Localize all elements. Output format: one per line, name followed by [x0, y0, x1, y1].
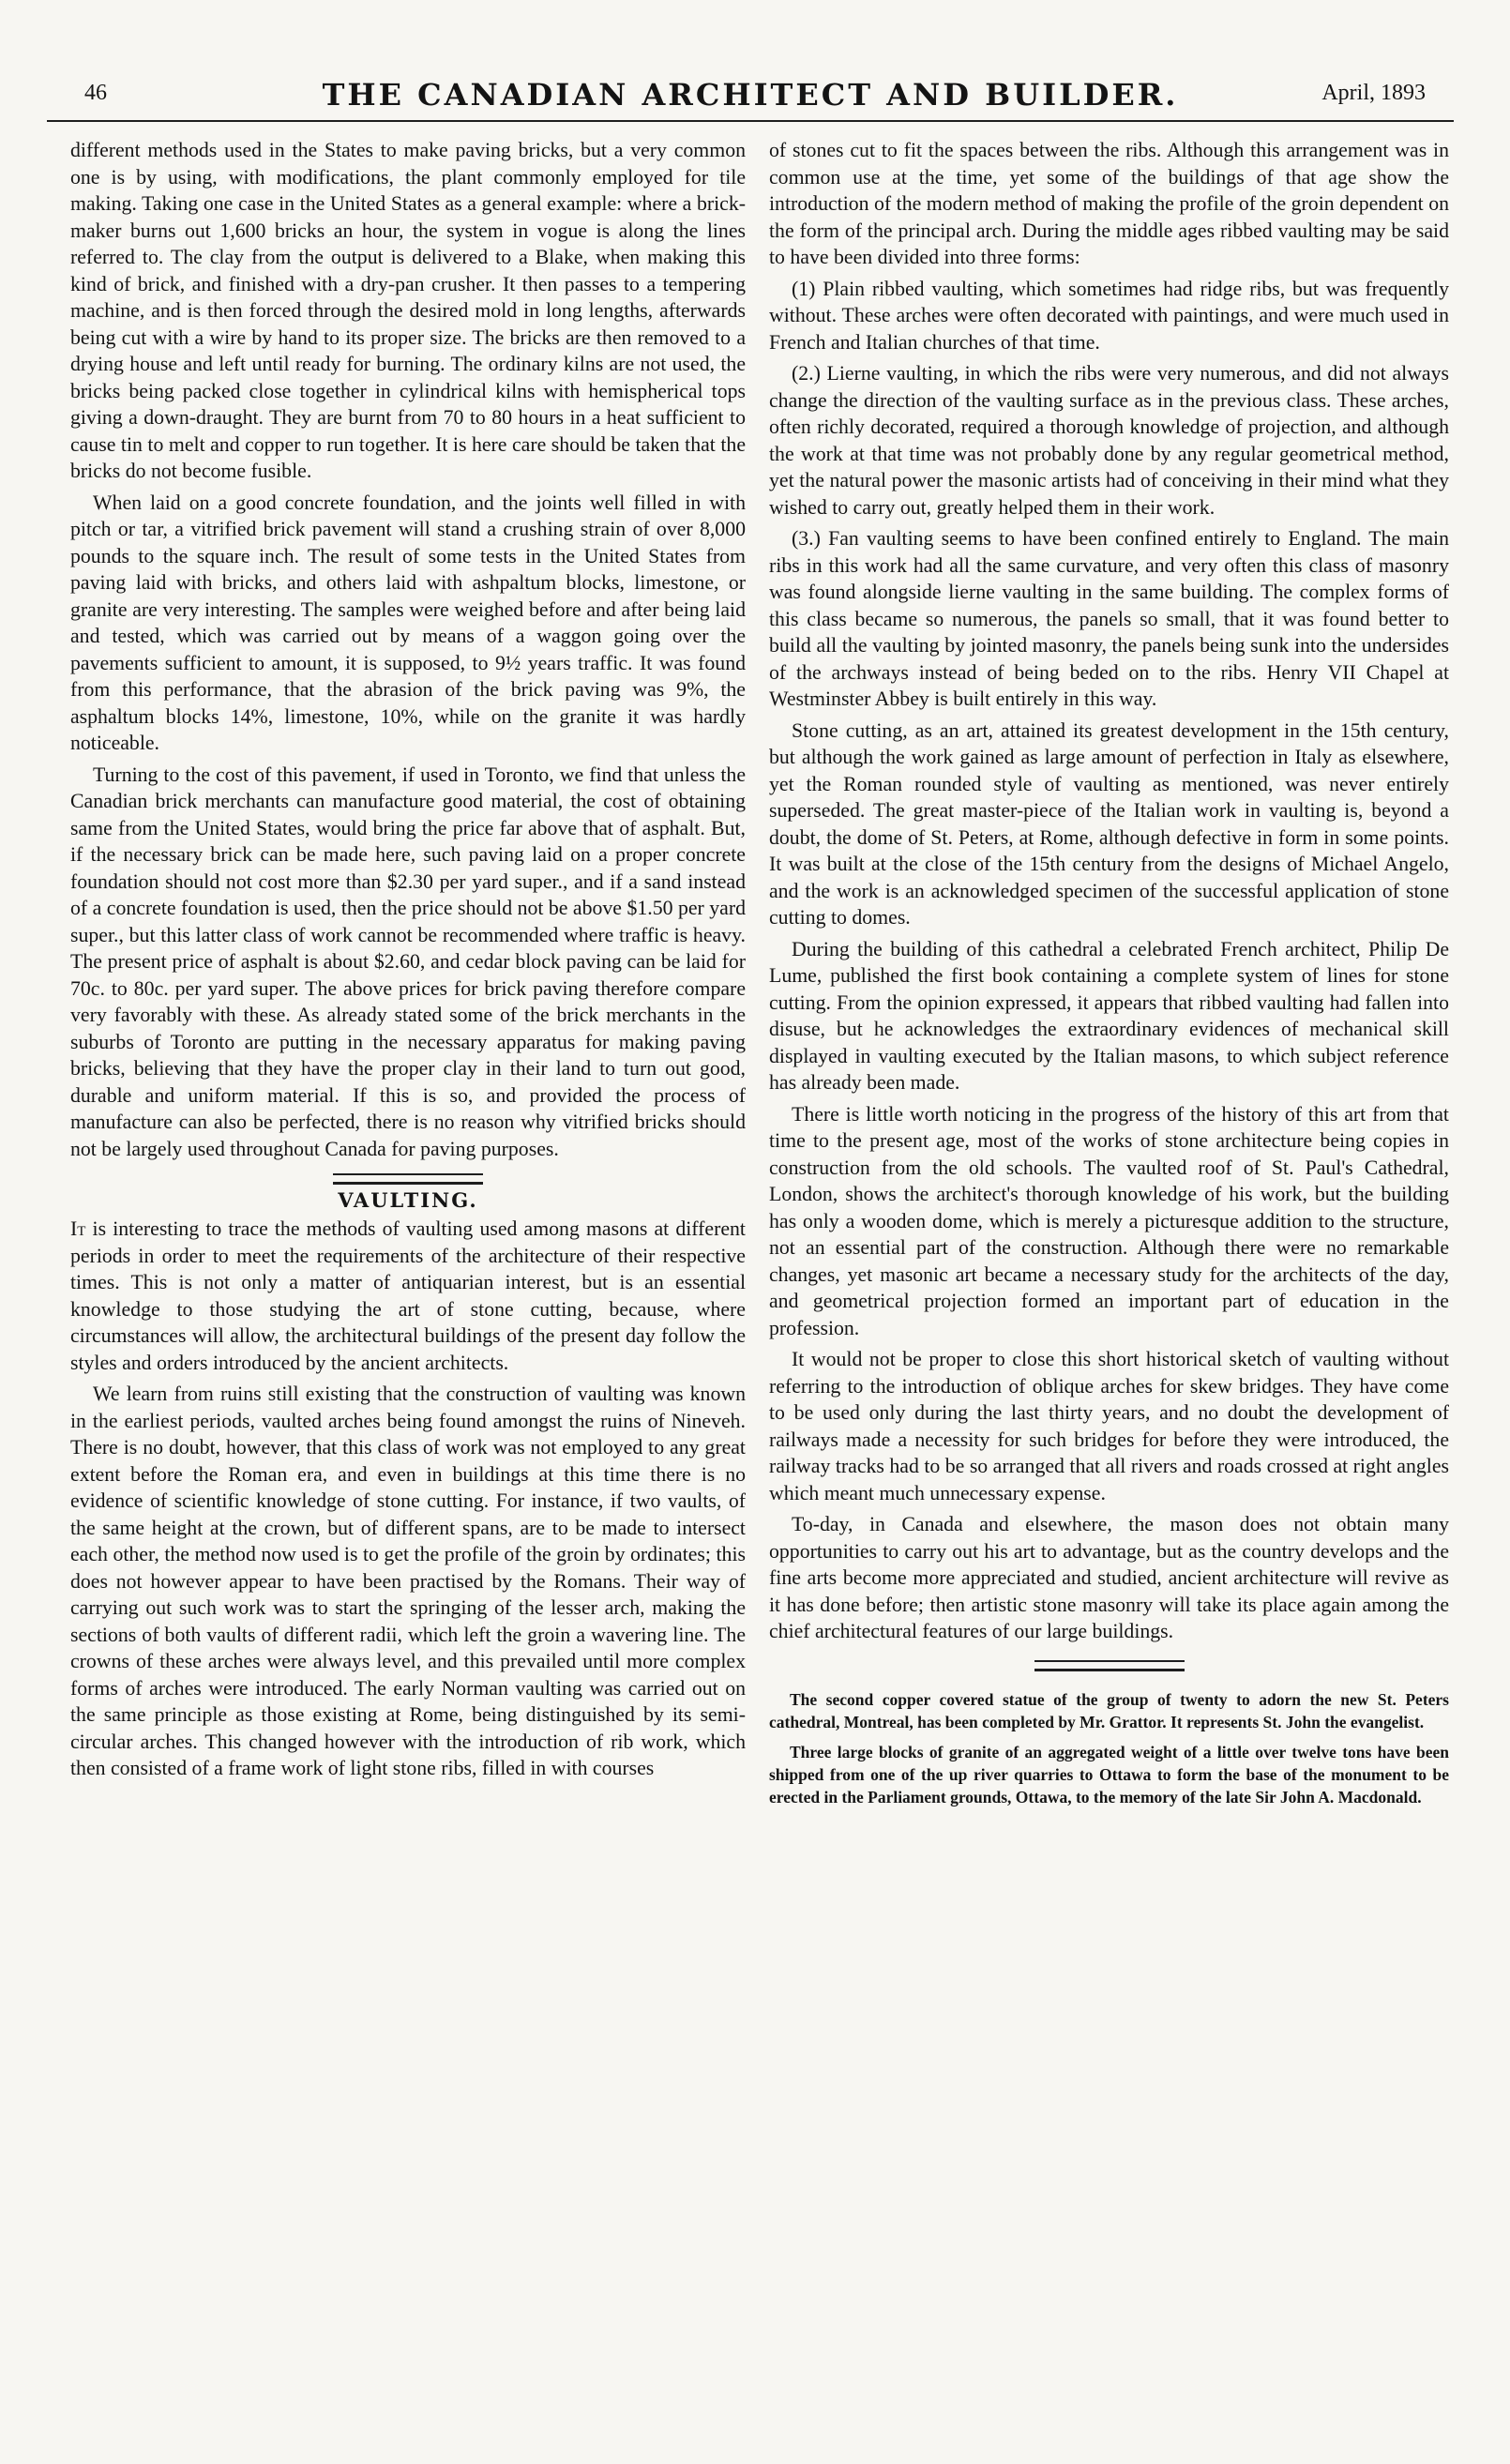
- paragraph: There is little worth noticing in the progress of the history of this art from that time to the present age, most of the works of stone architecture being copies in construction from the old schools. The vaulted roof of St. Paul's Cathedral, London, shows the architect's thorough knowledge of his work, but the building has only a wooden dome, which is merely a picturesque addition to the structure, not an essential part of the construction. Although there were no remarkable changes, yet masonic art became a necessary study for the architects of the day, and geometrical projection formed an important part of education in the profession.: [769, 1102, 1449, 1339]
- news-note: Three large blocks of granite of an aggregated weight of a little over twelve tons have been shipped from one of the up river quarries to Ottawa to form the base of the monument to be erected in the Parliament grounds, Ottawa, to the memory of the late Sir John A. Macdonald.: [769, 1742, 1449, 1806]
- paragraph: (1) Plain ribbed vaulting, which sometimes had ridge ribs, but was frequently without. These arches were often decorated with paintings, and were much used in French and Italian churches of that time.: [769, 277, 1449, 354]
- paragraph: Stone cutting, as an art, attained its greatest development in the 15th century, but although the work gained as large amount of perfection in Italy as elsewhere, yet the Roman rounded style of vaulting as mentioned, was never entirely superseded. The great master-piece of the Italian work in vaulting is, beyond a doubt, the dome of St. Peters, at Rome, although defective in form in some points. It was built at the close of the 15th century from the designs of Michael Angelo, and the work is an acknowledged specimen of the successful application of stone cutting to domes.: [769, 718, 1449, 929]
- issue-date: April, 1893: [1321, 81, 1426, 105]
- paragraph: It would not be proper to close this short historical sketch of vaulting without referring to the introduction of oblique arches for skew bridges. They have come to be used only during the last thirty years, and no doubt the development of railways made a necessity for such bridges for before they were introduced, the railway tracks had to be so arranged that all rivers and roads crossed at right angles which meant much unnecessary expense.: [769, 1348, 1449, 1504]
- paragraph: To-day, in Canada and elsewhere, the mason does not obtain many opportunities to carry out his art to advantage, but as the country develops and the fine arts become more appreciated and studied, ancient architecture will revive as it has done before; then artistic stone masonry will take its place again among the chief architectural features of our large buildings.: [769, 1513, 1449, 1642]
- paragraph: We learn from ruins still existing that the construction of vaulting was known in the earliest periods, vaulted arches being found amongst the ruins of Nineveh. There is no doubt, however, that this class of work was not employed to any great extent before the Roman era, and even in buildings at this time there is no evidence of scientific knowledge of stone cutting. For instance, if two vaults, of the same height at the crown, but of different spans, are to be made to intersect each other, the method now used is to get the profile of the groin by ordinates; this does not however appear to have been practised by the Romans. Their way of carrying out such work was to start the springing of the lesser arch, making the sections of both vaults of different radii, which left the groin a wavering line. The crowns of these arches were always level, and this prevailed until more complex forms of arches were introduced. The early Norman vaulting was carried out on the same principle as those existing at Rome, being distinguished by its semi-circular arches. This changed however with the introduction of rib work, which then consisted of a frame work of light stone ribs, filled in with courses: [70, 1383, 746, 1779]
- paragraph: different methods used in the States to make paving bricks, but a very common one is by using, with modifications, the plant commonly employed for tile making. Taking one case in the United States as a general example: where a brick-maker burns out 1,600 bricks an hour, the system in vogue is along the lines referred to. The clay from the output is delivered to a Blake, when making this kind of brick, and finished with a dry-pan crusher. It then passes to a tempering machine, and is then forced through the desired mold in long lengths, afterwards being cut with a wire by hand to its proper size. The bricks are then removed to a drying house and left until ready for burning. The ordinary kilns are not used, the bricks being packed close together in cylindrical kilns with hemispherical tops giving a down-draught. They are burnt from 70 to 80 hours in a heat sufficient to cause tin to melt and copper to run together. It is here care should be taken that the bricks do not become fusible.: [70, 139, 746, 482]
- paragraph: Turning to the cost of this pavement, if used in Toronto, we find that unless the Canadian brick merchants can manufacture good material, the cost of obtaining same from the United States, would bring the price far above that of asphalt. But, if the necessary brick can be made here, such paving laid on a proper concrete foundation should not cost more than $2.30 per yard super., and if a sand instead of a concrete foundation is used, then the price should not be above $1.50 per yard super., but this latter class of work cannot be recommended where traffic is heavy. The present price of asphalt is about $2.60, and cedar block paving can be laid for 70c. to 80c. per yard super. The above prices for brick paving therefore compare very favorably with these. As already stated some of the brick merchants in the suburbs of Toronto are putting in the necessary apparatus for making paving bricks, believing that they have the proper clay in their land to turn out good, durable and uniform material. If this is so, and provided the process of manufacture can also be perfected, there is no reason why vitrified bricks should not be largely used throughout Canada for paving purposes.: [70, 763, 746, 1160]
- left-column: [70, 137, 746, 2444]
- masthead: [47, 77, 1454, 122]
- notes-divider: [1034, 1660, 1185, 1671]
- paragraph: (2.) Lierne vaulting, in which the ribs were very numerous, and did not always change the direction of the vaulting surface as in the previous class. These arches, often richly decorated, required a thorough knowledge of projection, and although the work at that time was not probably done by any regular geometrical method, yet the natural power the masonic artists had of conceiving in their mind what they wished to carry out, greatly helped them in their work.: [769, 362, 1449, 519]
- section-divider: [333, 1173, 483, 1185]
- right-column: [769, 137, 1449, 2444]
- paragraph: (3.) Fan vaulting seems to have been confined entirely to England. The main ribs in this work had all the same curvature, and very often this class of masonry was found alongside lierne vaulting in the same building. The complex forms of this class became so numerous, the panels so small, that it was found better to build all the vaulting by jointed masonry, the panels being sunk into the undersides of the archways instead of being beded on to the ribs. Henry VII Chapel at Westminster Abbey is built entirely in this way.: [769, 527, 1449, 710]
- page-number: 46: [84, 81, 107, 105]
- paragraph: of stones cut to fit the spaces between the ribs. Although this arrangement was in common use at the time, yet some of the buildings of that age show the introduction of the modern method of making the profile of the groin dependent on the form of the principal arch. During the middle ages ribbed vaulting may be said to have been divided into three forms:: [769, 139, 1449, 268]
- paragraph: [70, 1216, 746, 1376]
- paragraph: When laid on a good concrete foundation, and the joints well filled in with pitch or tar, a vitrified brick pavement will stand a crushing strain of over 8,000 pounds to the square inch. The result of some tests in the United States from paving laid with bricks, and others laid with ashpaltum blocks, limestone, or granite are very interesting. The samples were weighed before and after being laid and tested, which was carried out by means of a waggon going over the pavements sufficient to amount, it is supposed, to 9½ years traffic. It was found from this performance, that the abrasion of the brick paving was 9%, the asphaltum blocks 14%, limestone, 10%, while on the granite it was hardly noticeable.: [70, 491, 746, 754]
- publication-title: THE CANADIAN ARCHITECT AND BUILDER.: [322, 77, 1179, 113]
- lead-text: is interesting to trace the methods of vaulting used among masons at different periods in order to meet the requirements of the architecture of their respective times. This is not only a matter of antiquarian interest, but is an essential knowledge to those studying the art of stone cutting, because, where circumstances will allow, the architectural buildings of the present day follow the styles and orders introduced by the ancient architects.: [70, 1217, 746, 1374]
- lead-word: It: [70, 1217, 86, 1240]
- section-title: VAULTING.: [338, 1188, 478, 1212]
- news-note: The second copper covered statue of the group of twenty to adorn the new St. Peters cathedral, Montreal, has been completed by Mr. Grattor. It represents St. John the evangelist.: [769, 1689, 1449, 1731]
- paragraph: During the building of this cathedral a celebrated French architect, Philip De Lume, published the first book containing a complete system of lines for stone cutting. From the opinion expressed, it appears that ribbed vaulting had fallen into disuse, but he acknowledges the extraordinary evidences of mechanical skill displayed in vaulting executed by the Italian masons, to which subject reference has already been made.: [769, 937, 1449, 1094]
